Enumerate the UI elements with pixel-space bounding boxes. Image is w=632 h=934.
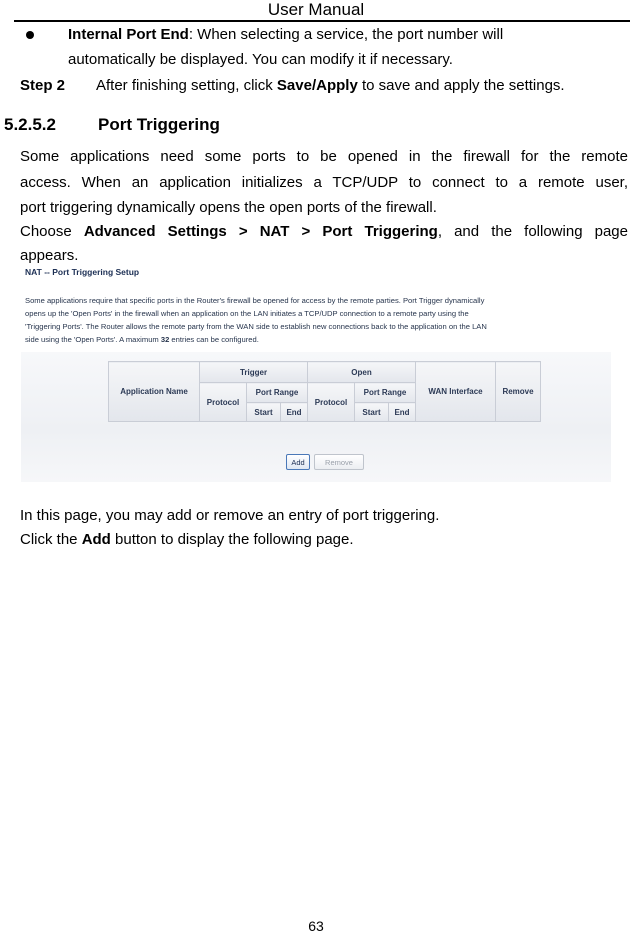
para2-line-1: Choose Advanced Settings > NAT > Port Triggering, and the following page xyxy=(20,223,628,240)
para2-line-2: appears. xyxy=(20,247,79,264)
col-trigger: Trigger xyxy=(200,362,308,383)
section-number: 5.2.5.2 xyxy=(4,115,56,134)
section-title: Port Triggering xyxy=(98,115,220,134)
header-rule xyxy=(14,20,630,22)
bullet-line-1-text: : When selecting a service, the port number will xyxy=(188,26,504,43)
screenshot-description: Some applications require that specific ports in the Router's firewall be opened for access by the remote parties. Port Trigger dynamically opens up the 'Open Ports' in the firewall when an application on the LAN initiates a TCP/UDP connection to a remote party using the 'Triggering Ports'. The Router allows the remote party from the WAN side to establish new connections back to the application on the LAN side using the 'Open Ports'. A maximum 32 entries can be configured. xyxy=(25,296,487,344)
para4: Click the Add button to display the following page. xyxy=(20,531,354,548)
bullet-dot xyxy=(26,31,34,39)
col-application-name: Application Name xyxy=(109,362,200,422)
page-number: 63 xyxy=(308,918,324,934)
col-trigger-protocol: Protocol xyxy=(200,383,247,422)
step-2-label: Step 2 xyxy=(20,77,66,94)
add-term: Add xyxy=(81,531,111,548)
bullet-line-2: automatically be displayed. You can modify it if necessary. xyxy=(68,51,453,68)
bullet-term: Internal Port End xyxy=(68,26,189,43)
save-apply-term: Save/Apply xyxy=(276,77,358,94)
menu-path: Advanced Settings > NAT > Port Triggering xyxy=(83,223,438,240)
port-triggering-screenshot xyxy=(21,264,611,482)
col-trigger-end: End xyxy=(281,403,308,422)
bullet-line-1 xyxy=(68,26,503,44)
col-wan-interface: WAN Interface xyxy=(416,362,496,422)
col-open-port-range: Port Range xyxy=(355,383,416,403)
remove-button[interactable]: Remove xyxy=(314,454,364,470)
max-entries: 32 xyxy=(160,335,170,344)
col-open-start: Start xyxy=(355,403,389,422)
header-title: User Manual xyxy=(267,0,365,19)
col-trigger-start: Start xyxy=(247,403,281,422)
col-open: Open xyxy=(308,362,416,383)
col-remove: Remove xyxy=(496,362,541,422)
para1-line-2: access. When an application initializes a TCP/UDP to connect to a remote user, xyxy=(20,174,628,191)
port-triggering-table xyxy=(108,361,541,422)
step-2-text: After finishing setting, click Save/Apply to save and apply the settings. xyxy=(96,77,565,94)
col-open-end: End xyxy=(389,403,416,422)
col-trigger-port-range: Port Range xyxy=(247,383,308,403)
screenshot-title: NAT -- Port Triggering Setup xyxy=(25,267,140,277)
para1-line-3: port triggering dynamically opens the open ports of the firewall. xyxy=(20,199,437,216)
col-open-protocol: Protocol xyxy=(308,383,355,422)
para1-line-1: Some applications need some ports to be opened in the firewall for the remote xyxy=(20,148,628,165)
add-button[interactable]: Add xyxy=(286,454,310,470)
para3: In this page, you may add or remove an entry of port triggering. xyxy=(20,507,440,524)
